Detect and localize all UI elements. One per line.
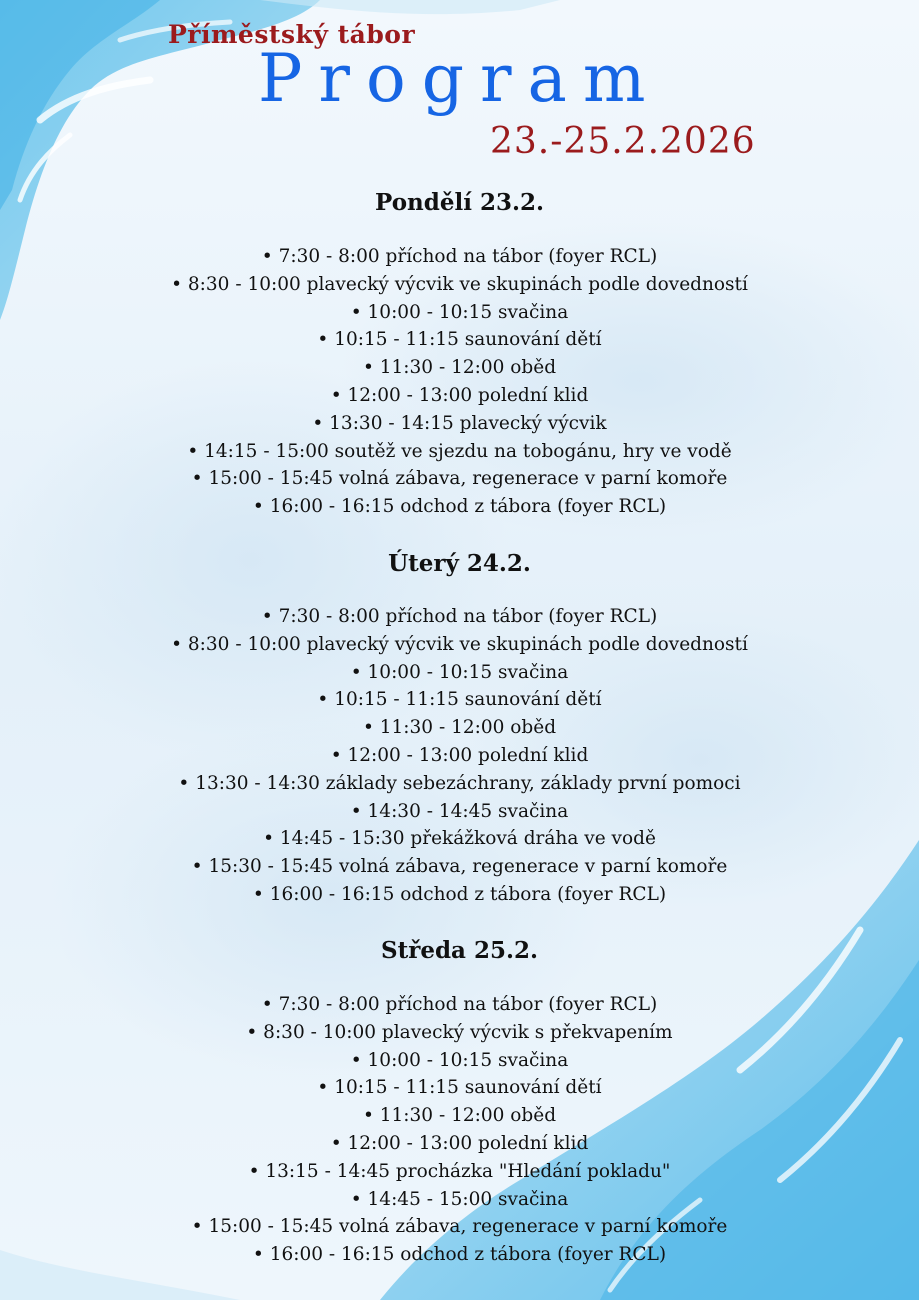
schedule-item: • 7:30 - 8:00 příchod na tábor (foyer RCL) [0,243,919,271]
day-tuesday [0,547,919,909]
schedule-list [0,243,919,521]
schedule-item: • 10:15 - 11:15 saunování dětí [0,686,919,714]
schedule-item: • 13:30 - 14:15 plavecký výcvik [0,410,919,438]
day-heading: Úterý 24.2. [388,550,531,577]
schedule-item: • 12:00 - 13:00 polední klid [0,742,919,770]
schedule-item: • 10:00 - 10:15 svačina [0,1047,919,1075]
camp-subtitle: Příměstský tábor [168,20,416,49]
schedule-item: • 12:00 - 13:00 polední klid [0,382,919,410]
day-monday [0,186,919,521]
schedule-item: • 7:30 - 8:00 příchod na tábor (foyer RCL) [0,991,919,1019]
schedule-item: • 10:00 - 10:15 svačina [0,659,919,687]
schedule-item: • 10:15 - 11:15 saunování dětí [0,1074,919,1102]
schedule-item: • 14:30 - 14:45 svačina [0,798,919,826]
schedule-item: • 10:00 - 10:15 svačina [0,299,919,327]
day-wednesday [0,934,919,1269]
schedule-item: • 14:15 - 15:00 soutěž ve sjezdu na tobogánu, hry ve vodě [0,438,919,466]
page-title: Program [258,40,662,117]
schedule-item: • 16:00 - 16:15 odchod z tábora (foyer RCL) [0,881,919,909]
schedule-item: • 14:45 - 15:00 svačina [0,1186,919,1214]
schedule-item: • 10:15 - 11:15 saunování dětí [0,326,919,354]
schedule-item: • 11:30 - 12:00 oběd [0,714,919,742]
schedule-item: • 15:00 - 15:45 volná zábava, regenerace v parní komoře [0,465,919,493]
schedule-item: • 15:00 - 15:45 volná zábava, regenerace v parní komoře [0,1213,919,1241]
schedule-item: • 13:15 - 14:45 procházka "Hledání pokladu" [0,1158,919,1186]
schedule-item: • 13:30 - 14:30 základy sebezáchrany, základy první pomoci [0,770,919,798]
schedule-item: • 8:30 - 10:00 plavecký výcvik ve skupinách podle dovedností [0,631,919,659]
schedule-item: • 7:30 - 8:00 příchod na tábor (foyer RCL) [0,603,919,631]
schedule-item: • 15:30 - 15:45 volná zábava, regenerace v parní komoře [0,853,919,881]
schedule-list [0,603,919,909]
schedule-item: • 12:00 - 13:00 polední klid [0,1130,919,1158]
schedule-item: • 16:00 - 16:15 odchod z tábora (foyer RCL) [0,1241,919,1269]
schedule-list [0,991,919,1269]
schedule-item: • 14:45 - 15:30 překážková dráha ve vodě [0,825,919,853]
schedule-item: • 8:30 - 10:00 plavecký výcvik ve skupinách podle dovedností [0,271,919,299]
schedule-item: • 11:30 - 12:00 oběd [0,1102,919,1130]
day-heading: Středa 25.2. [380,937,538,964]
schedule-item: • 8:30 - 10:00 plavecký výcvik s překvapením [0,1019,919,1047]
day-heading: Pondělí 23.2. [375,189,544,216]
schedule-item: • 16:00 - 16:15 odchod z tábora (foyer RCL) [0,493,919,521]
schedule-item: • 11:30 - 12:00 oběd [0,354,919,382]
camp-dates: 23.-25.2.2026 [490,121,756,162]
